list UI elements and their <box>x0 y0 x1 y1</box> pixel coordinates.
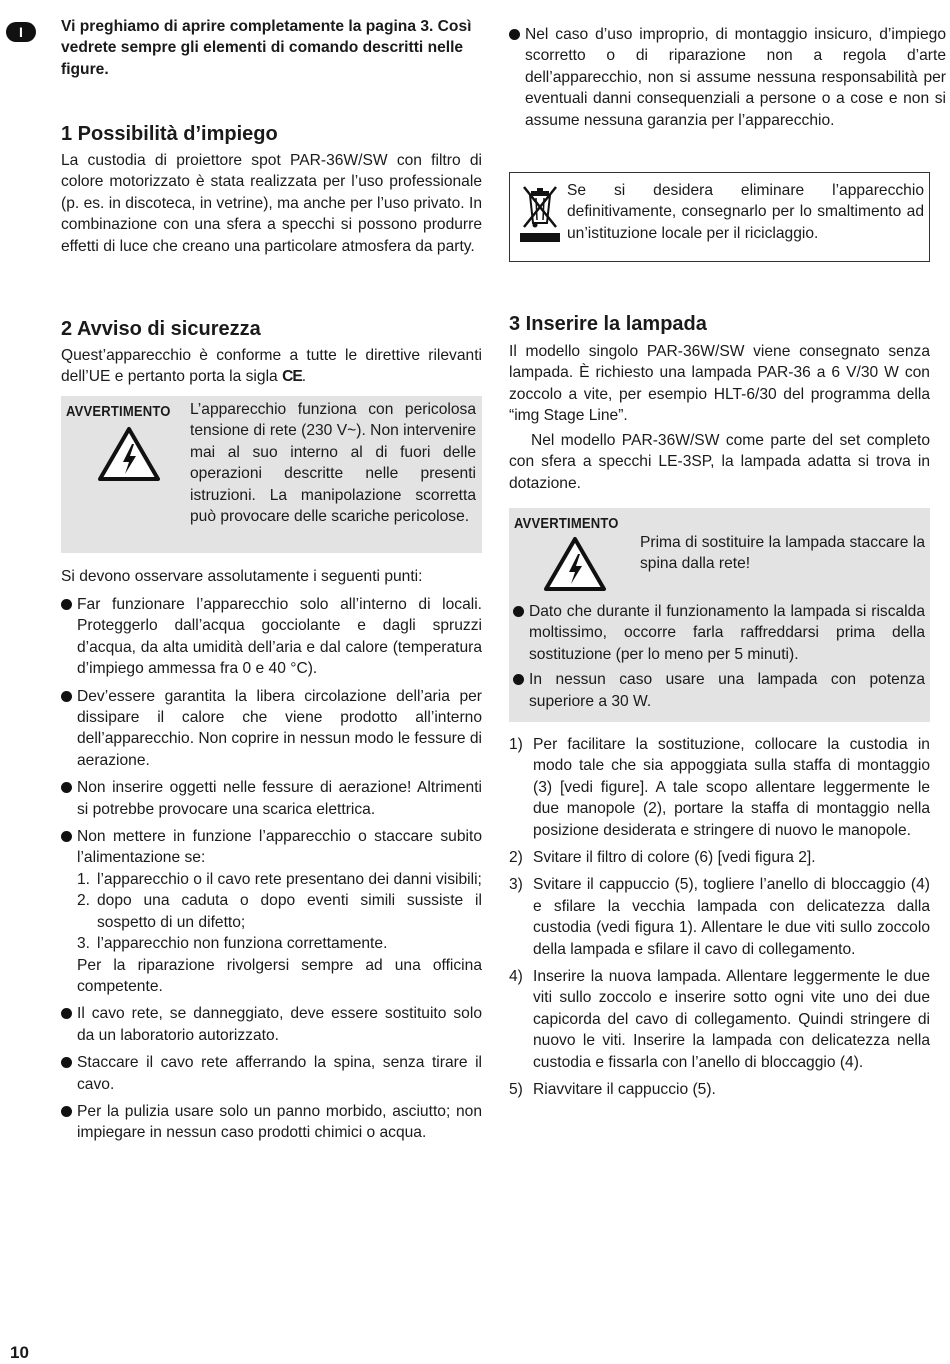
high-voltage-warning-icon <box>97 426 161 482</box>
list-item: 4) Inserire la nuova lampada. Allentare leggermente le due viti sullo zoccolo e inserire sotto ogni vite uno dei due capicorda del cavo di collegamento. Quindi stringere di nuovo le viti. Inserire la lampada con delicatezza nella custodia e fissarla con l’anello di bloccaggio (4). <box>509 968 930 1071</box>
warning-box-lamp <box>509 508 930 722</box>
sub-list-item: 1. l’apparecchio o il cavo rete presentano dei danni visibili; <box>77 870 482 888</box>
bullet-dot-icon <box>509 29 520 40</box>
crossed-bin-icon <box>520 183 560 245</box>
intro-note: Vi preghiamo di aprire completamente la pagina 3. Così vedrete sempre gli elementi di comando descritti nelle figure. <box>61 18 472 78</box>
warning-text: Prima di sostituire la lampada staccare la spina dalla rete! <box>640 534 925 573</box>
warning-box-electric <box>61 396 482 553</box>
section2-title: 2 Avviso di sicurezza <box>61 318 261 340</box>
section3-paragraph-2: Nel modello PAR-36W/SW come parte del set completo con sfera a specchi LE-3SP, la lampada adatta si trova in dotazione. <box>509 432 930 492</box>
list-item: Staccare il cavo rete afferrando la spina, senza tirare il cavo. <box>61 1052 482 1095</box>
list-item: 5) Riavvitare il cappuccio (5). <box>509 1081 716 1099</box>
bullet-dot-icon <box>61 599 72 610</box>
list-item: Per la pulizia usare solo un panno morbido, asciutto; non impiegare in nessun caso prodotti chimici o acqua. <box>61 1101 482 1144</box>
language-badge: I <box>6 22 36 42</box>
points-intro: Si devono osservare assolutamente i seguenti punti: <box>61 568 423 585</box>
sub-list-item: 2. dopo una caduta o dopo eventi simili sussiste il sospetto di un difetto; <box>77 892 482 931</box>
sub-list <box>77 869 482 955</box>
section3-paragraph-1: Il modello singolo PAR-36W/SW viene consegnato senza lampada. È richiesto una lampada PAR-36 a 6 V/30 W con zoccolo a vite, per esempio HLT-6/30 del programma della “img Stage Line”. <box>509 343 930 425</box>
section1-title: 1 Possibilità d’impiego <box>61 123 278 145</box>
disposal-text: Se si desidera eliminare l’apparecchio definitivamente, consegnarlo per lo smaltimento ad un’istituzione locale per il riciclaggio. <box>567 182 924 242</box>
list-item: In nessun caso usare una lampada con potenza superiore a 30 W. <box>513 669 925 712</box>
bullet-dot-icon <box>61 1057 72 1068</box>
section3-title: 3 Inserire la lampada <box>509 313 707 335</box>
list-item: Il cavo rete, se danneggiato, deve essere sostituito solo da un laboratorio autorizzato. <box>61 1003 482 1046</box>
list-item: Far funzionare l’apparecchio solo all’interno di locali. Proteggerlo dall’acqua gocciolante e dagli spruzzi d’acqua, da alta umidità dell’aria e dal calore (temperatura d’impiego ammessa fra 0 e 40 °C). <box>61 594 482 680</box>
bullet-dot-icon <box>61 1106 72 1117</box>
sub-list-item: 3. l’apparecchio non funziona correttamente. <box>77 935 388 953</box>
ce-mark: CE <box>282 368 302 386</box>
high-voltage-warning-icon <box>543 536 607 592</box>
liability-bullet: Nel caso d’uso improprio, di montaggio insicuro, d’impiego scorretto o di riparazione non a regola d’arte dell’apparecchio, non si assume nessuna responsabilità per eventuali danni consequenziali a persone o a cose e non si assume nessuna garanzia per l’apparecchio. <box>509 24 946 131</box>
section1-body: La custodia di proiettore spot PAR-36W/SW con filtro di colore motorizzato è stata realizzata per l’uso professionale (p. es. in discoteca, in vetrine), ma anche per l’uso privato. In combinazione con una sfera a specchi si possono produrre effetti di luce che creano una particolare atmosfera da party. <box>61 152 482 255</box>
warning-label: AVVERTIMENTO <box>514 516 619 532</box>
list-item: Non inserire oggetti nelle fessure di aerazione! Altrimenti si potrebbe provocare una scarica elettrica. <box>61 777 482 820</box>
list-item: Non mettere in funzione l’apparecchio o staccare subito l’alimentazione se: 1. l’apparecchio o il cavo rete presentano dei danni visibili; 2. dopo una caduta o dopo eventi simili sussiste il sospetto di un difetto; 3. l’apparecchio non funziona correttamente. Per la riparazione rivolgersi sempre ad una officina competente. <box>61 826 482 997</box>
bullet-dot-icon <box>61 1008 72 1019</box>
warning-text: L’apparecchio funziona con pericolosa tensione di rete (230 V~). Non intervenire mai al suo interno al di fuori delle operazioni descritte nelle presenti istruzioni. La manipolazione scorretta può provocare delle scariche pericolose. <box>190 401 476 526</box>
list-item: 3) Svitare il cappuccio (5), togliere l’anello di bloccaggio (4) e sfilare la vecchia lampada con delicatezza dalla custodia (vedi figura 1). Allentare le due viti sullo zoccolo della lampada e sfilare il cavo di collegamento. <box>509 876 930 958</box>
bullet-dot-icon <box>61 691 72 702</box>
list-item: Dev’essere garantita la libera circolazione dell’aria per dissipare il calore che viene prodotto all’interno dell’apparecchio. Non coprire in nessun modo le fessure di aerazione. <box>61 686 482 772</box>
list-item: Dato che durante il funzionamento la lampada si riscalda moltissimo, occorre farla raffreddarsi prima della sostituzione (per lo meno per 5 minuti). <box>513 601 925 665</box>
warning-label: AVVERTIMENTO <box>66 404 171 420</box>
page-number: 10 <box>10 1343 29 1362</box>
list-item: 1) Per facilitare la sostituzione, collocare la custodia in modo tale che sia appoggiata sulla staffa di montaggio (3) [vedi figure]. A tale scopo allentare leggermente le due manopole (2), portare la staffa di montaggio nella posizione desiderata e stringere di nuovo le manopole. <box>509 736 930 839</box>
warning-bullet-list <box>513 601 925 712</box>
list-item: 2) Svitare il filtro di colore (6) [vedi figura 2]. <box>509 849 816 867</box>
section2-intro: Quest’apparecchio è conforme a tutte le direttive rilevanti dell’UE e pertanto porta la sigla CE. <box>61 347 482 386</box>
disposal-notice-box <box>509 172 930 262</box>
ce-sentence: Quest’apparecchio è conforme a tutte le direttive rilevanti dell’UE e pertanto porta la sigla <box>61 347 482 386</box>
steps-list <box>509 734 930 1101</box>
safety-bullet-list <box>61 594 482 1144</box>
bullet-dot-icon <box>61 831 72 842</box>
bullet-dot-icon <box>513 606 524 617</box>
bullet-dot-icon <box>513 674 524 685</box>
bullet-dot-icon <box>61 782 72 793</box>
